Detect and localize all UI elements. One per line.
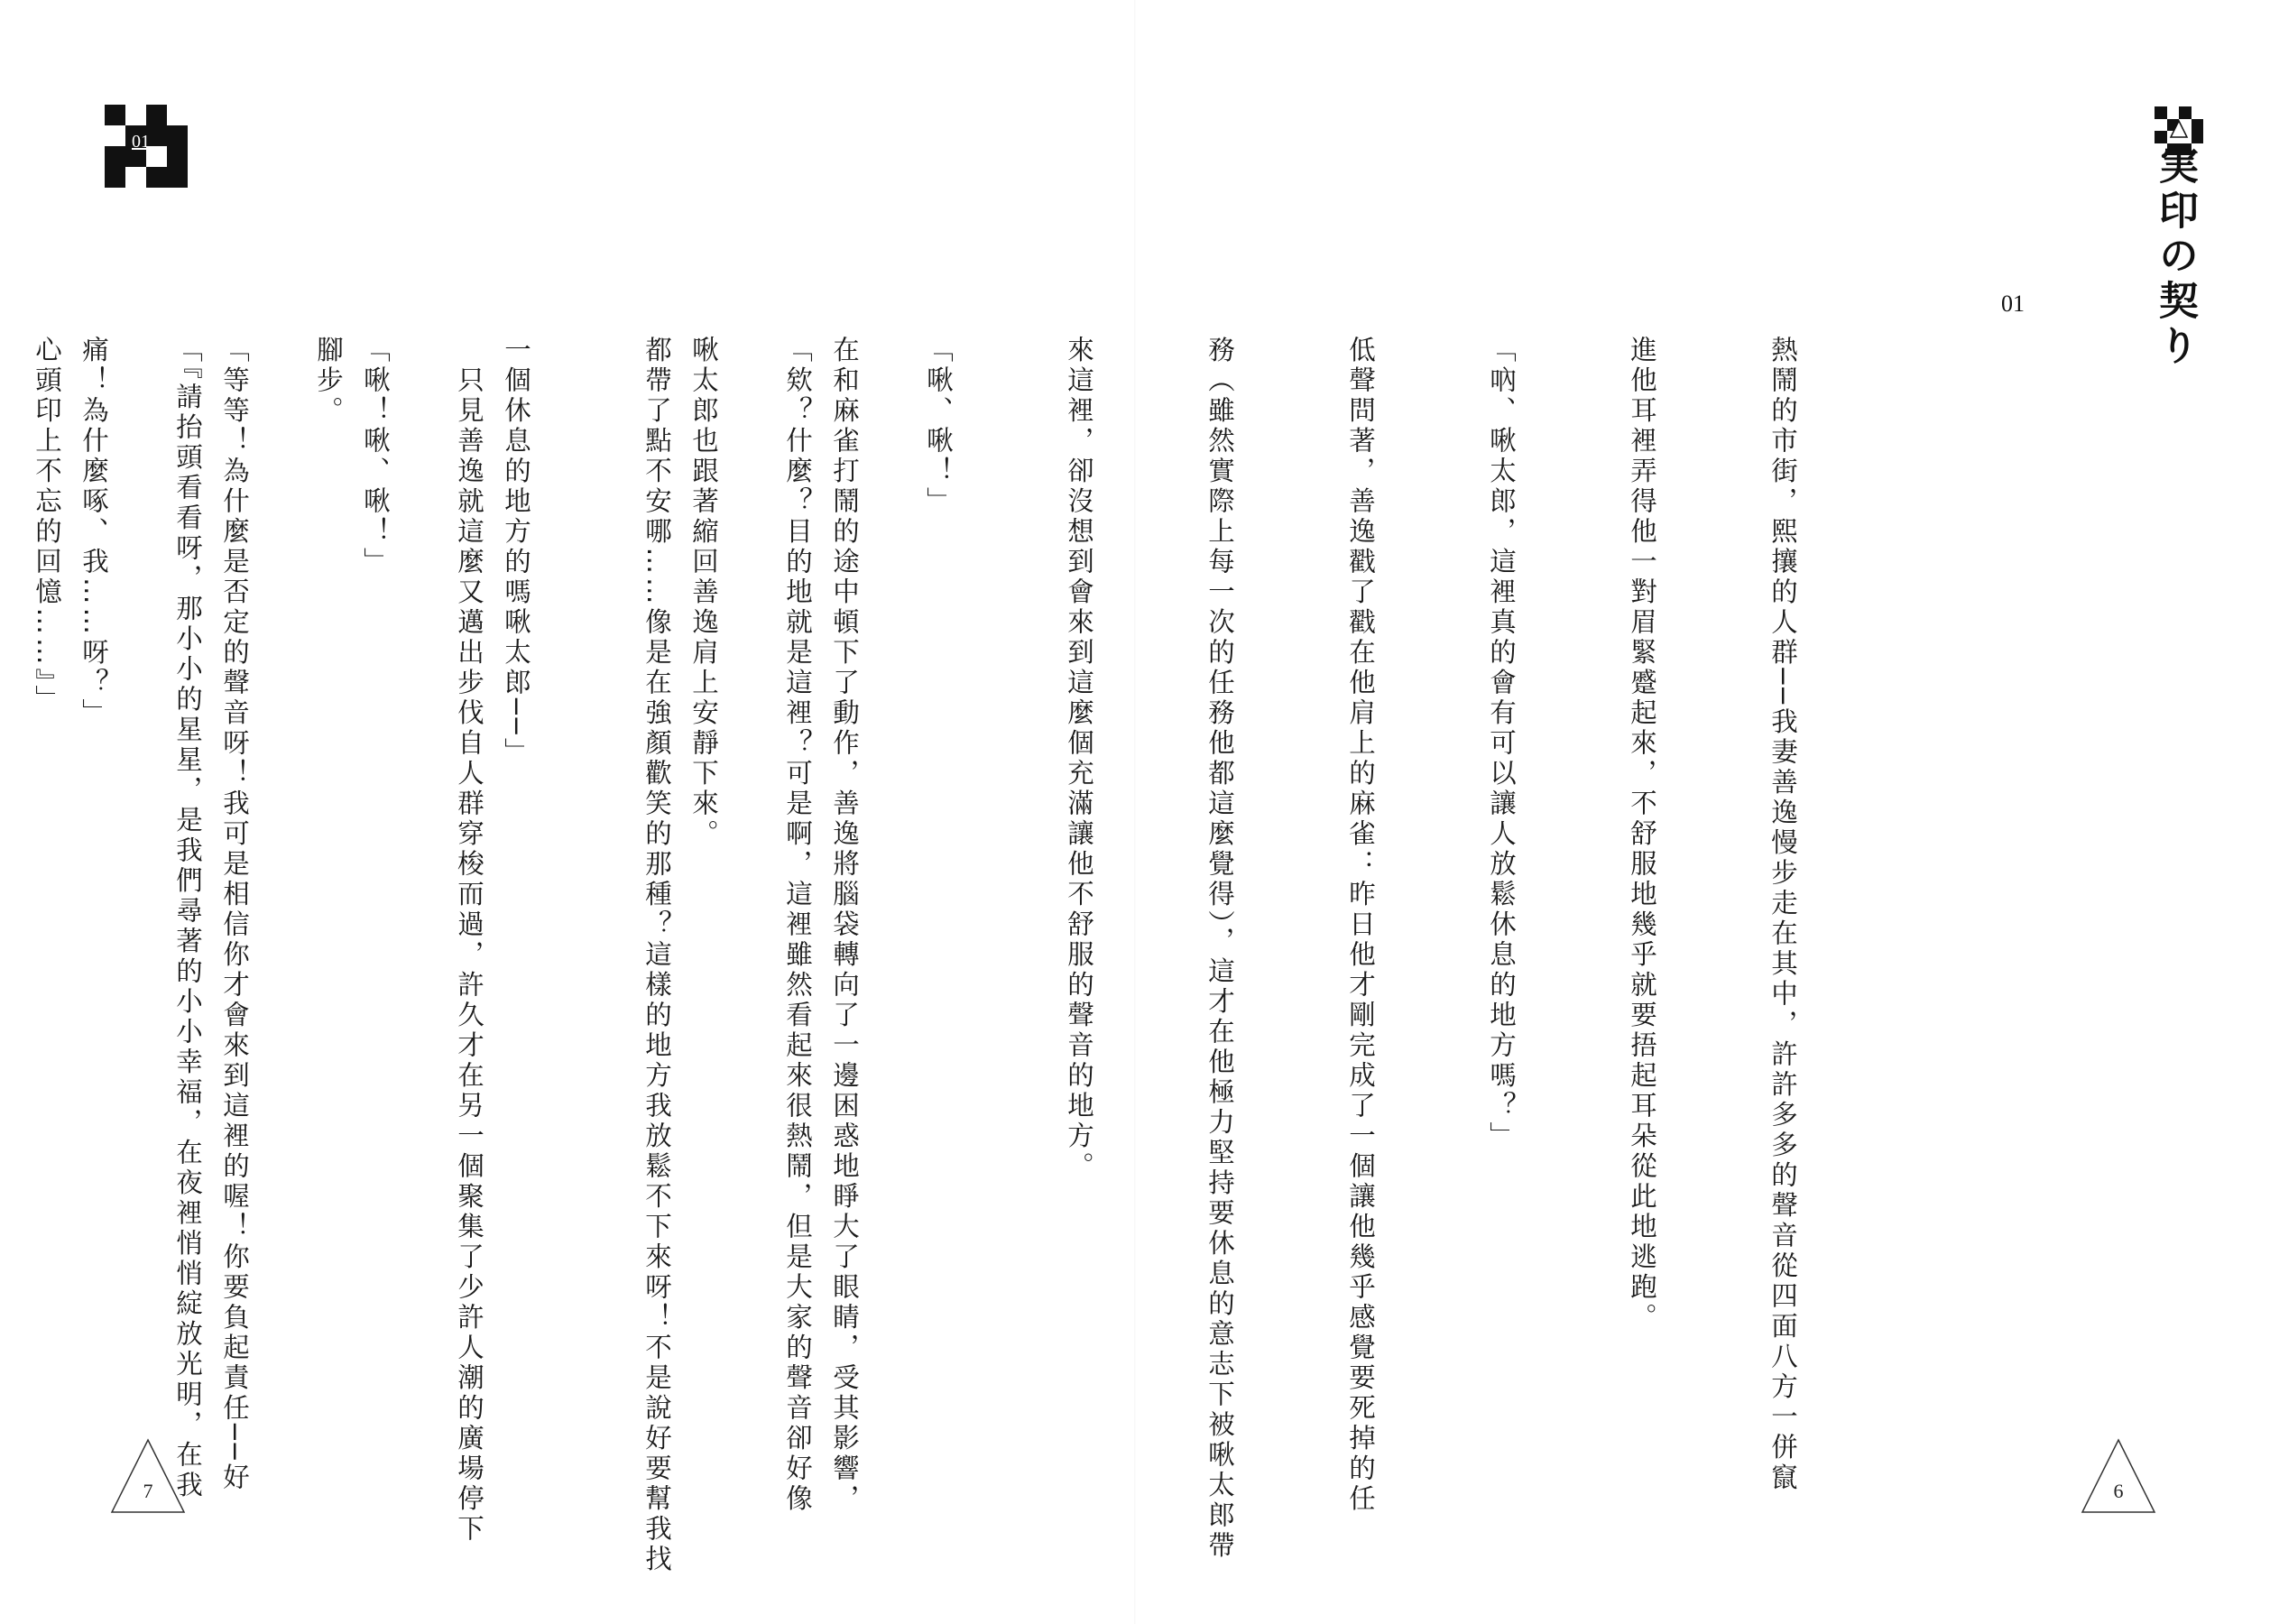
text-line: 進他耳裡弄得他一對眉緊蹙起來，不舒服地幾乎就要捂起耳朵從此地逃跑。 [1627,336,1657,1333]
text-line: 只見善逸就這麼又邁出步伐自人群穿梭而過，許久才在另一個聚集了少許人潮的廣場停下 [454,336,484,1545]
text-line: 「啾！啾、啾！」 [360,336,391,577]
page-number-left [110,1438,186,1514]
page-number: 7 [143,1480,153,1502]
text-line: 「『請抬頭看看呀，那小小的星星，是我們尋著的小小幸福，在夜裡悄悄綻放光明，在我 [172,336,203,1501]
text-line: 一個休息的地方的嗎啾太郎──」 [501,336,531,769]
text-line: 「等等！為什麼是否定的聲音呀！我可是相信你才會來到這裡的喔！你要負起責任──好 [219,336,250,1494]
text-line: 都帶了點不安哪……像是在強顏歡笑的那種？這樣的地方我放鬆不下來呀！不是說好要幫我找 [641,336,672,1575]
text-line: 務（雖然實際上每一次的任務他都這麼覺得），這才在他極力堅持要休息的意志下被啾太郎帶 [1204,336,1235,1562]
left-page-body [0,336,962,1575]
page-number-right [2081,1438,2156,1514]
text-line: 熱鬧的市街，熙攘的人群──我妻善逸慢步走在其中，許許多多的聲音從四面八方一併竄 [1767,336,1798,1494]
text-line: 「吶、啾太郎，這裡真的會有可以讓人放鬆休息的地方嗎？」 [1486,336,1517,1152]
text-line: 「啾、啾！」 [923,336,954,517]
chapter-number: 01 [2001,291,2025,317]
page-number: 6 [2113,1480,2124,1502]
text-line: 在和麻雀打鬧的途中頓下了動作，善逸將腦袋轉向了一邊困惑地睜大了眼睛，受其影響， [829,336,860,1515]
text-line: 腳步。 [313,336,344,427]
text-line: 來這裡，卻沒想到會來到這麼個充滿讓他不舒服的聲音的地方。 [1064,336,1094,1182]
text-line: 心頭印上不忘的回憶……』」 [32,336,62,715]
text-line: 低聲問著，善逸戳了戳在他肩上的麻雀：昨日他才剛完成了一個讓他幾乎感覺要死掉的任 [1345,336,1376,1515]
text-line: 啾太郎也跟著縮回善逸肩上安靜下來。 [688,336,719,850]
emblem-chapter-label: 01 [132,132,150,152]
text-line: 「欸？什麼？目的地就是這裡？可是啊，這裡雖然看起來很熱鬧，但是大家的聲音卻好像 [782,336,813,1515]
book-title: 実印の契り [2152,144,2198,370]
text-line: 痛！為什麼啄、我……呀？」 [78,336,109,729]
chapter-emblem-left [105,105,188,188]
